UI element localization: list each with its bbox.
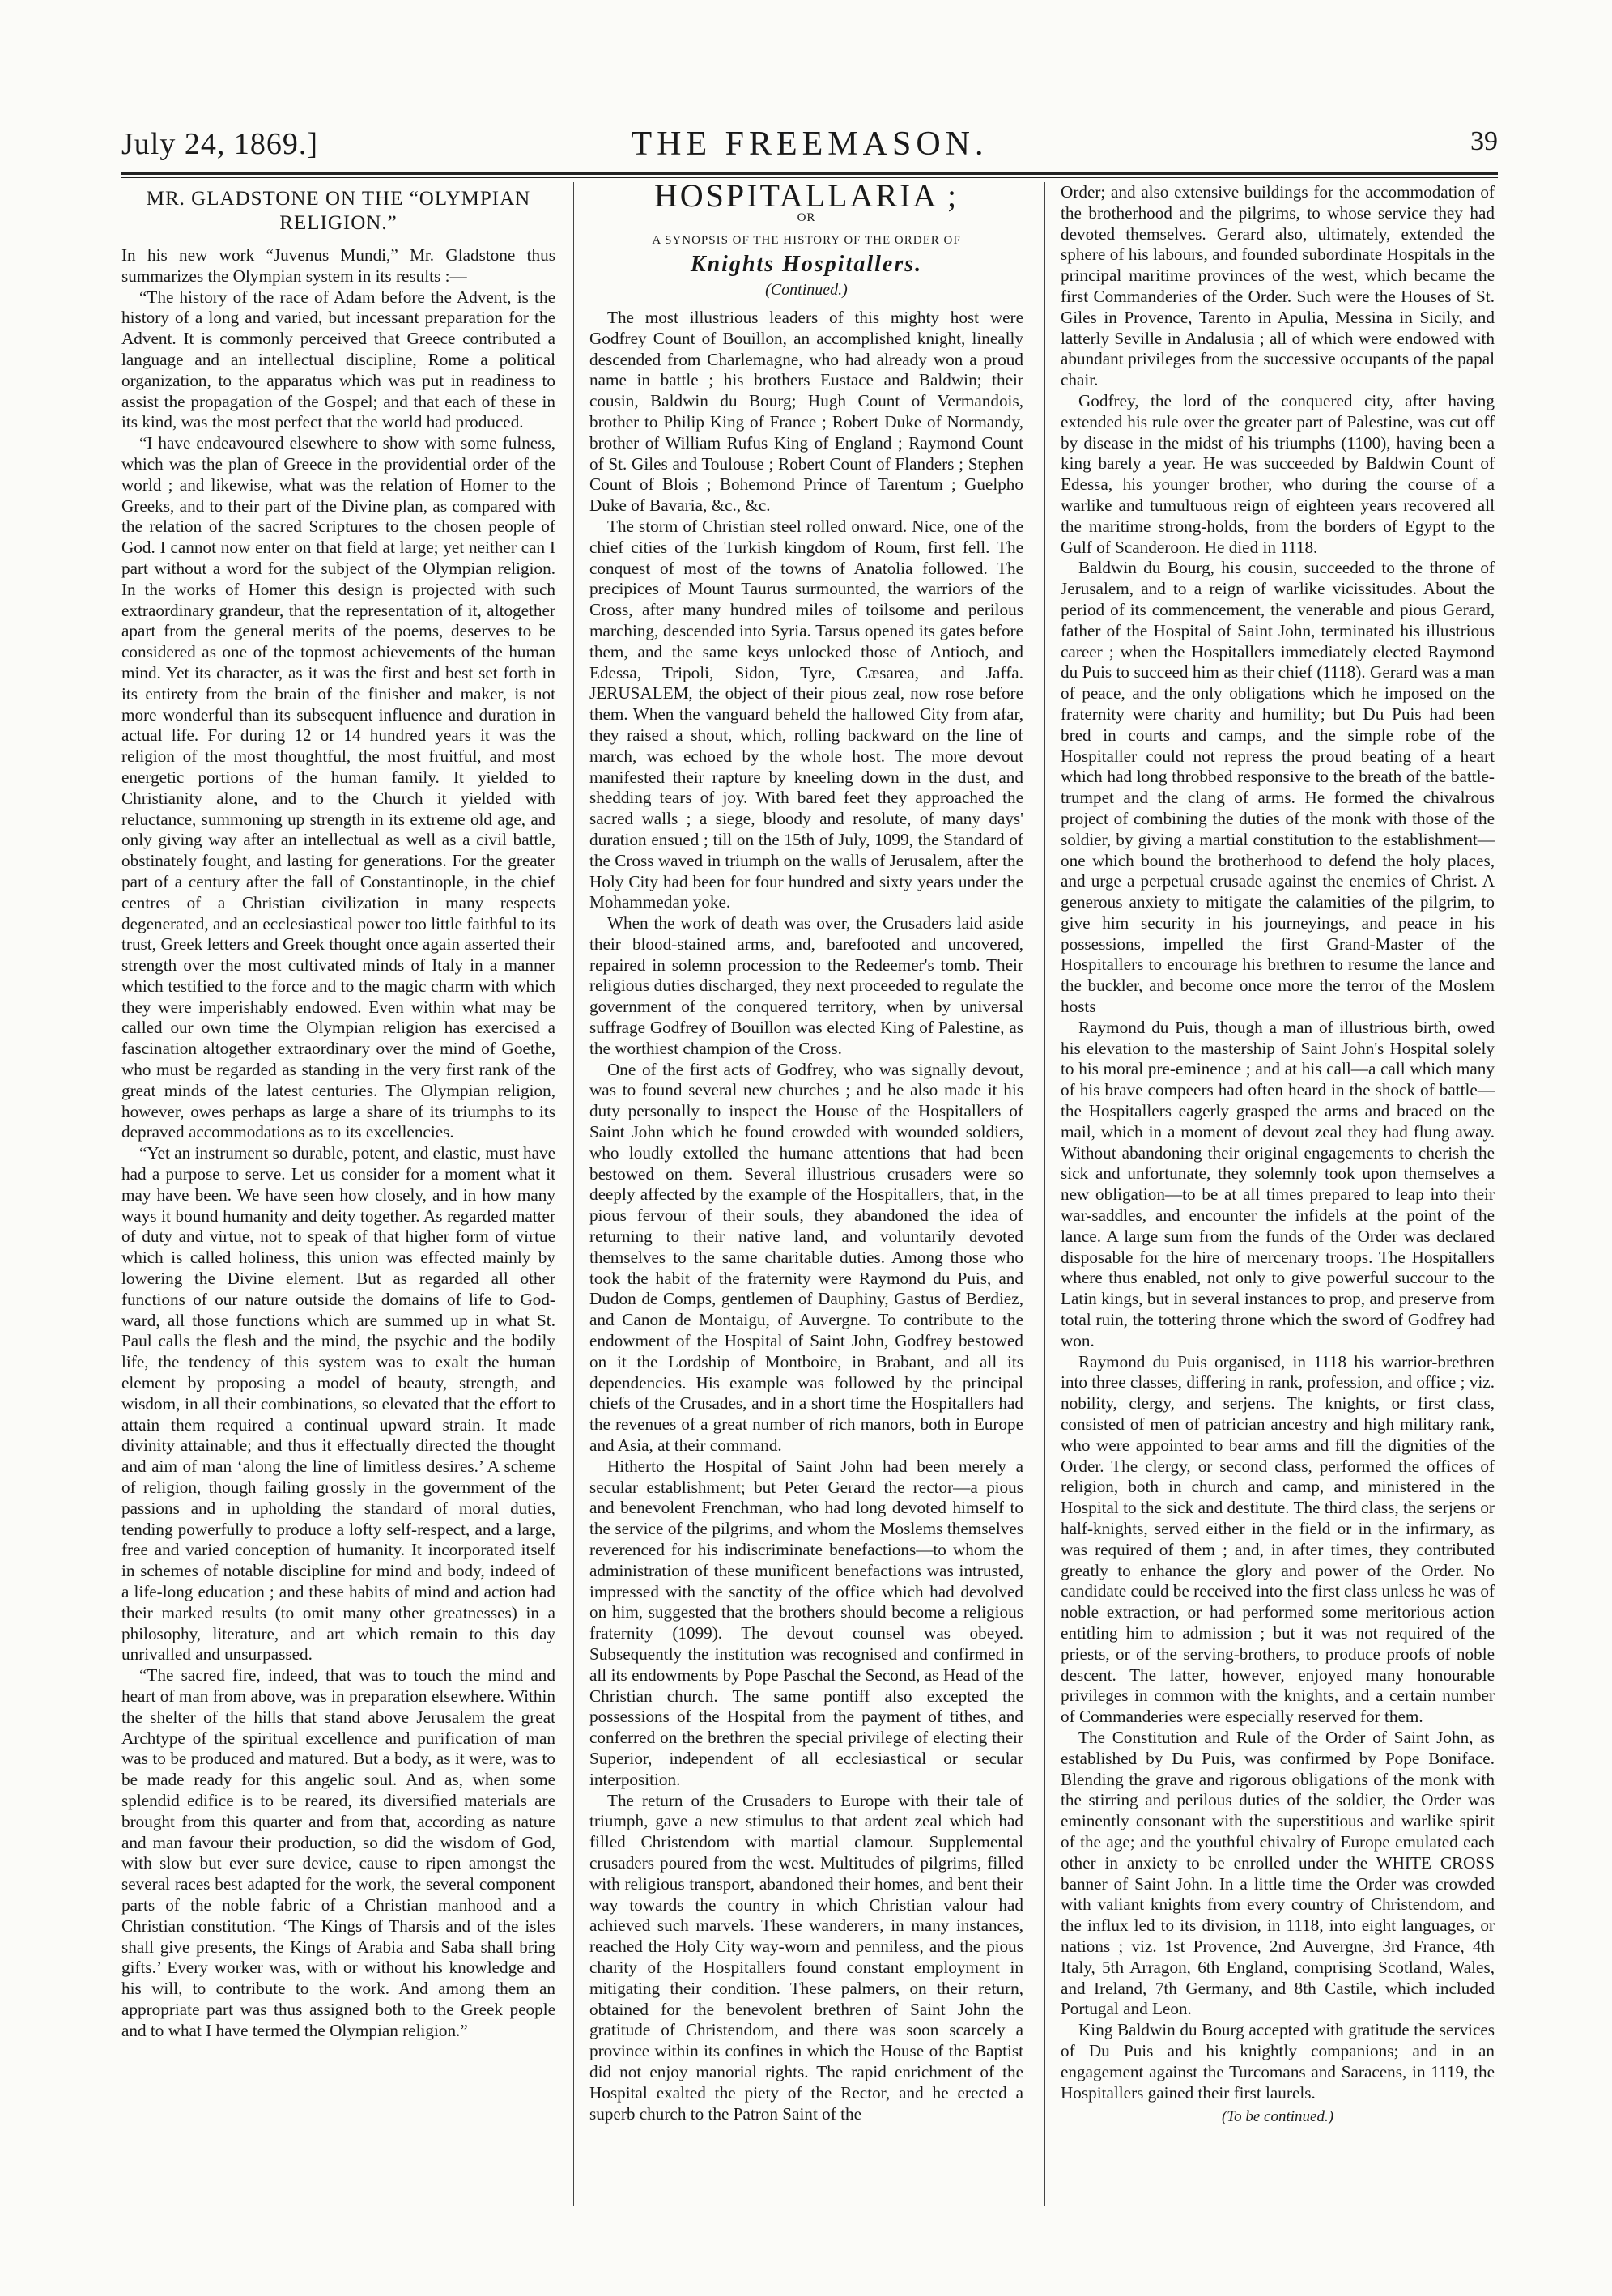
article-title: HOSPITALLARIA ; bbox=[653, 182, 959, 214]
article-paragraph: “The sacred fire, indeed, that was to touch the mind and heart of man from above, was in preparation elsewhere. Within the shelter of the hills that stand above Jerusalem the great Archtype of the spiritual excellence and purification of man was to be produced and matured. But a body, as it were, was to be made ready for this angelic soul. And as, when some splendid edifice is to be reared, its diversified materials are brought from this quarter and from that, according as nature and man favour their production, so did the wisdom of God, with slow but ever sure device, cause to ripen amongst the several races best adapted for the work, the several component parts of the noble fabric of a Christian manhood and a Christian constitution. ‘The Kings of Tharsis and of the isles shall give presents, the Kings of Arabia and Saba shall bring gifts.’ Every worker was, with or without his knowledge and his will, to contribute to the work. And among them an appropriate part was thus assigned both to the Greek people and to what I have termed the Olympian religion.” bbox=[121, 1665, 555, 2040]
article-paragraph: The return of the Crusaders to Europe with their tale of triumph, gave a new stimulus to that ardent zeal which had filled Christendom with martial clamour. Supplemental crusaders poured from the west. Multitudes of pilgrims, filled with religious transport, abandoned their homes, and bent their way towards the country in which Christian valour had achieved such marvels. These wanderers, in many instances, reached the Holy City way-worn and penniless, and the pious charity of the Hospitallers found constant employment in mitigating their condition. These palmers, on their return, obtained for the benevolent brethren of Saint John the gratitude of Christendom, and there was soon scarcely a province within its confines in which the House of the Baptist did not enjoy manorial rights. The rapid enrichment of the Hospital exalted the piety of the Rector, and he erected a superb church to the Patron Saint of the bbox=[589, 1790, 1023, 2124]
gothic-subtitle: Knights Hospitallers. bbox=[690, 252, 923, 278]
article-paragraph: Order; and also extensive buildings for the accommodation of the brotherhood and the pilgrims, to whose service they had devoted themselves. Gerard also, ultimately, extended the sphere of his labours, and founded subordinate Hospitals in the principal maritime provinces of the west, which became the first Commanderies of the Order. Such were the Houses of St. Giles in Provence, Tarento in Apulia, Messina in Sicily, and latterly Seville in Andalusia ; all of which were endowed with abundant privileges from the successive occupants of the papal chair. bbox=[1061, 182, 1495, 390]
article-paragraph: The Constitution and Rule of the Order of Saint John, as established by Du Puis, was confirmed by Pope Boniface. Blending the grave and rigorous obligations of the monk with the stirring and perilous duties of the soldier, the Order was eminently consonant with the superstitious and warlike spirit of the age; and the youthful chivalry of Europe emulated each other in anxiety to be enrolled under the WHITE CROSS banner of Saint John. In a little time the Order was crowded with valiant knights from every country of Christendom, and the influx led to its division, in 1118, into eight languages, or nations ; viz. 1st Provence, 2nd Auvergne, 3rd France, 4th Italy, 5th Arragon, 6th England, comprising Scotland, Wales, and Ireland, 7th Germany, and 8th Castile, which included Portugal and Leon. bbox=[1061, 1727, 1495, 2019]
article-paragraph: The storm of Christian steel rolled onward. Nice, one of the chief cities of the Turkish kingdom of Roum, first fell. The conquest of most of the towns of Anatolia followed. The precipices of Mount Taurus surmounted, the warriors of the Cross, after many hundred miles of toilsome and perilous marching, descended into Syria. Tarsus opened its gates before them, and the same keys unlocked those of Antioch, and Edessa, Tripoli, Sidon, Tyre, Cæsarea, and Jaffa. JERUSALEM, the object of their pious zeal, now rose before them. When the vanguard beheld the hallowed City from afar, they raised a shout, which, rolling backward on the line of march, was echoed by the whole host. The more devout manifested their rapture by kneeling down in the dust, and shedding tears of joy. With bared feet they approached the sacred walls ; a siege, bloody and resolute, of many days' duration ensued ; till on the 15th of July, 1099, the Standard of the Cross waved in triumph on the walls of Jerusalem, after the Holy City had been for four hundred and sixty years under the Mohammedan yoke. bbox=[589, 516, 1023, 912]
article-paragraph: Baldwin du Bourg, his cousin, succeeded to the throne of Jerusalem, and to a reign of warlike vicissitudes. About the period of its commencement, the venerable and pious Gerard, father of the Hospital of Saint John, terminated his illustrious career ; when the Hospitallers immediately elected Raymond du Puis to succeed him as their chief (1118). Gerard was a man of peace, and the only obligations which he imposed on the fraternity were charity and humility; but Du Puis had been bred in courts and camps, and the simple robe of the Hospitaller could not repress the proud beating of a heart which had long throbbed responsive to the breath of the battle-trumpet and the clang of arms. He formed the chivalrous project of combining the duties of the monk with those of the soldier, by giving a martial constitution to the establishment—one which bound the brotherhood to defend the holy places, and urge a perpetual crusade against the enemies of Christ. A generous anxiety to mitigate the calamities of the pilgrim, to give him security in his journeyings, and peace in his possessions, impelled the first Grand-Master of the Hospitallers to encourage his brethren to resume the lance and the buckler, and become once more the terror of the Moslem hosts bbox=[1061, 558, 1495, 1017]
column-1 bbox=[121, 182, 555, 2214]
article-paragraph: “I have endeavoured elsewhere to show with some fulness, which was the plan of Greece in the providential order of the world ; and likewise, what was the relation of Homer to the Greeks, and to their part of the Divine plan, as compared with the relation of the sacred Scriptures to the chosen people of God. I cannot now enter on that field at large; yet neither can I part without a word for the subject of the Olympian religion. In the works of Homer this design is projected with such extraordinary grandeur, that the representation of it, altogether apart from the general merits of the poems, deserves to be considered as one of the topmost achievements of the human mind. Yet its character, as it was the first and best set forth in its entirety from the brain of the finisher and maker, is not more wonderful than its subsequent influence and duration in actual life. For during 12 or 14 hundred years it was the religion of the most thoughtful, the most fruitful, and most energetic portions of the human family. It yielded to Christianity alone, and to the Church it yielded with reluctance, summoning up strength in its extreme old age, and only giving way after an intellectual as well as a civil battle, obstinately fought, and lasting for generations. For the greater part of a century after the fall of Constantinople, in the chief centres of a Christian civilization in many respects degenerated, and an ecclesiastical power too little faithful to its trust, Greek letters and Greek thought once again asserted their strength over the most cultivated minds of Italy in a manner which testified to the force and to the magic charm with which they were imperishably endowed. Even within what may be called our own time the Olympian religion has exercised a fascination altogether extraordinary over the mind of Goethe, who must be regarded as standing in the very first rank of the great minds of the latest centuries. The Olympian religion, however, owes perhaps as large a share of its triumphs to its depraved accommodations as to its excellencies. bbox=[121, 433, 555, 1142]
header-rule-thin bbox=[121, 177, 1498, 178]
column-2 bbox=[589, 182, 1023, 2214]
column-3 bbox=[1061, 182, 1495, 2214]
to-be-continued-note: (To be continued.) bbox=[1221, 2108, 1334, 2126]
masthead bbox=[121, 121, 1498, 170]
issue-date: July 24, 1869.] bbox=[121, 127, 318, 161]
header-rule-thick bbox=[121, 172, 1498, 175]
article-paragraph: In his new work “Juvenus Mundi,” Mr. Gladstone thus summarizes the Olympian system in its results :— bbox=[121, 245, 555, 286]
continued-note: (Continued.) bbox=[765, 281, 848, 300]
column-divider bbox=[1044, 182, 1045, 2206]
article-paragraph: Raymond du Puis organised, in 1118 his warrior-brethren into three classes, differing in rank, profession, and office ; viz. nobility, clergy, and serjens. The knights, or first class, consisted of men of patrician ancestry and high military rank, who were appointed to bear arms and fill the dignities of the Order. The clergy, or second class, performed the offices of religion, both in church and camp, and ministered in the Hospital to the sick and destitute. The third class, the serjens or half-knights, served either in the field or in the infirmary, as was required of them ; and, in after times, they contributed greatly to enhance the glory and power of the Order. No candidate could be received into the first class unless he was of noble extraction, or had performed some meritorious action entitling him to admission ; but it was not required of the priests, or of the serving-brothers, to produce proofs of noble descent. The latter, however, enjoyed many honourable privileges in common with the knights, and a certain number of Commanderies were especially reserved for them. bbox=[1061, 1351, 1495, 1727]
page-number: 39 bbox=[1470, 126, 1498, 156]
title-connector: OR bbox=[797, 210, 816, 224]
column-divider bbox=[573, 182, 574, 2206]
article-paragraph: Hitherto the Hospital of Saint John had been merely a secular establishment; but Peter Gerard the rector—a pious and benevolent Frenchman, who had long devoted himself to the service of the pilgrims, and whom the Moslems themselves reverenced for his indiscriminate benefactions—to whom the administration of these munificent benefactions was intrusted, impressed with the sanctity of the office which had devolved on him, suggested that the brothers should become a religious fraternity (1099). The devout counsel was obeyed. Subsequently the institution was recognised and confirmed in all its endowments by Pope Paschal the Second, as Head of the Christian church. The same pontiff also excepted the possessions of the Hospital from the payment of tithes, and conferred on the brethren the special privilege of electing their Superior, independent of all ecclesiastical or secular interposition. bbox=[589, 1456, 1023, 1789]
newspaper-title: THE FREEMASON. bbox=[631, 125, 989, 163]
article-paragraph: One of the first acts of Godfrey, who was signally devout, was to found several new churches ; and he also made it his duty personally to inspect the House of the Hospitallers of Saint John which he found crowded with wounded soldiers, who loudly extolled the humane attentions that had been bestowed on them. Several illustrious crusaders were so deeply affected by the example of the Hospitallers, that, in the pious fervour of their souls, they abandoned the idea of returning to their native land, and voluntarily devoted themselves to the same charitable duties. Among those who took the habit of the fraternity were Raymond du Puis, and Dudon de Comps, gentlemen of Dauphiny, Gastus of Berdiez, and Canon de Montaigu, of Auvergne. To contribute to the endowment of the Hospital of Saint John, Godfrey bestowed on it the Lordship of Montboire, in Brabant, and all its dependencies. His example was followed by the principal chiefs of the Crusades, and in a short time the Hospitallers had the revenues of a great number of rich manors, both in Europe and Asia, at their command. bbox=[589, 1059, 1023, 1456]
article-paragraph: Raymond du Puis, though a man of illustrious birth, owed his elevation to the mastership of Saint John's Hospital solely to his moral pre-eminence ; and at his call—a call which many of his brave compeers had often heard in the shock of battle—the Hospitallers eagerly grasped the arms and braced on the mail, which in a moment of devout zeal they had flung away. Without abandoning their original engagements to cherish the sick and unfortunate, they solemnly took upon themselves a new obligation—to be at all times prepared to leap into their war-saddles, and encounter the infidels at the point of the lance. A large sum from the funds of the Order was declared disposable for the hire of mercenary troops. The Hospitallers where thus enabled, not only to give powerful succour to the Latin kings, but in several instances to prop, and preserve from total ruin, the tottering throne which the sword of Godfrey had won. bbox=[1061, 1017, 1495, 1350]
article-subtitle: A SYNOPSIS OF THE HISTORY OF THE ORDER OF bbox=[652, 233, 961, 247]
article-paragraph: King Baldwin du Bourg accepted with gratitude the services of Du Puis and his knightly companions; and in an engagement against the Turcomans and Saracens, in 1119, the Hospitallers gained their first laurels. bbox=[1061, 2020, 1495, 2103]
article-paragraph: “The history of the race of Adam before the Advent, is the history of a long and varied, but incessant preparation for the Advent. It is commonly perceived that Greece contributed a language and an intellectual discipline, Rome a political organization, to the apparatus which was put in readiness to assist the propagation of the Gospel; and that each of these in its kind, was the most perfect that the world had produced. bbox=[121, 287, 555, 432]
article-paragraph: Godfrey, the lord of the conquered city, after having extended his rule over the greater part of Palestine, was cut off by disease in the midst of his triumphs (1100), having been a king barely a year. He was succeeded by Baldwin Count of Edessa, his younger brother, who during the course of a warlike and tumultuous reign of eighteen years recovered all the maritime strong-holds, from the borders of Egypt to the Gulf of Scanderoon. He died in 1118. bbox=[1061, 390, 1495, 557]
article-paragraph: The most illustrious leaders of this mighty host were Godfrey Count of Bouillon, an accomplished knight, lineally descended from Charlemagne, who had already won a proud name in battle ; his brothers Eustace and Baldwin; their cousin, Baldwin du Bourg; Hugh Count of Vermandois, brother to Philip King of France ; Robert Duke of Normandy, brother of William Rufus King of England ; Raymond Count of St. Giles and Toulouse ; Robert Count of Flanders ; Stephen Count of Blois ; Bohemond Prince of Tarentum ; Guelpho Duke of Bavaria, &c., &c. bbox=[589, 307, 1023, 516]
article-paragraph: When the work of death was over, the Crusaders laid aside their blood-stained arms, and, barefooted and uncovered, repaired in solemn procession to the Redeemer's tomb. Their religious duties discharged, they next proceeded to regulate the government of the conquered territory, when by universal suffrage Godfrey of Bouillon was elected King of Palestine, as the worthiest champion of the Cross. bbox=[589, 913, 1023, 1058]
article-headline: MR. GLADSTONE ON THE “OLYMPIAN RELIGION.” bbox=[146, 188, 531, 234]
article-paragraph: “Yet an instrument so durable, potent, and elastic, must have had a purpose to serve. Let us consider for a moment what it may have been. We have seen how closely, and in how many ways it bound humanity and deity together. As regarded matter of duty and virtue, not to speak of that higher form of virtue which is called holiness, this union was effected mainly by lowering the Divine element. But as regarded all other functions of our nature outside the domains of life to God-ward, all those functions which are summed up in what St. Paul calls the flesh and the mind, the psychic and the bodily life, the tendency of this system was to exalt the human element by proposing a model of beauty, strength, and wisdom, in all their combinations, so elevated that the effort to attain them required a continual upward strain. It made divinity attainable; and thus it effectually directed the thought and aim of man ‘along the line of limitless desires.’ A scheme of religion, though failing grossly in the government of the passions and in upholding the standard of moral duties, tending powerfully to produce a lofty self-respect, and a large, free and varied conception of humanity. It incorporated itself in schemes of notable discipline for mind and body, indeed of a life-long education ; and these habits of mind and action had their marked results (to omit many other greatnesses) in a philosophy, literature, and art which remain to this day unrivalled and unsurpassed. bbox=[121, 1143, 555, 1665]
